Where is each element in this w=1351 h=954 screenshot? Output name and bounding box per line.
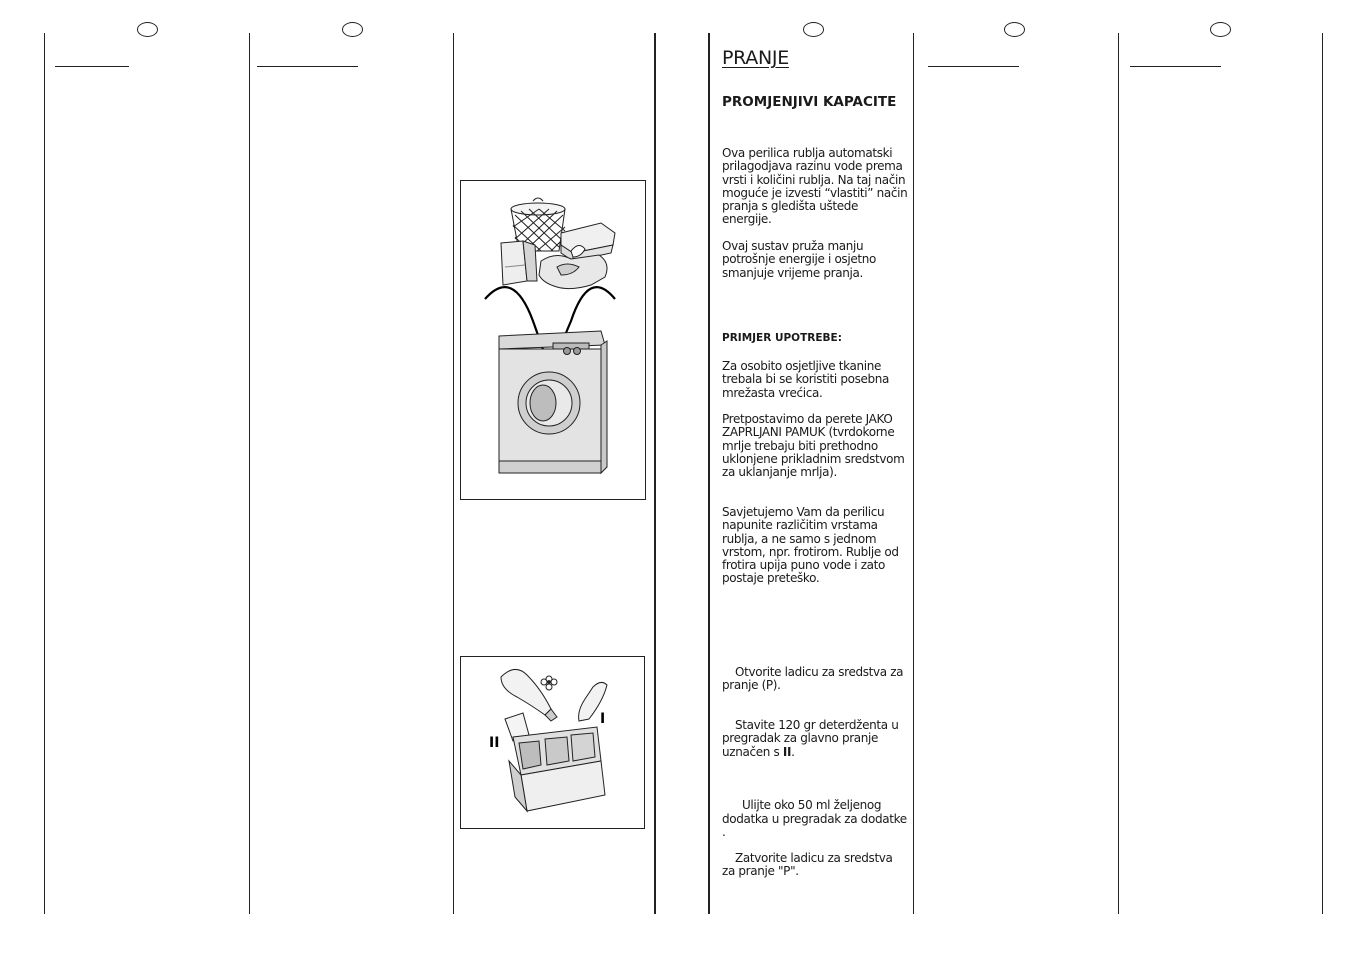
example-paragraph-2: Pretpostavimo da perete JAKO ZAPRLJANI PAMUK (tvrdokorne mrlje trebaju biti prethodno uklonjene prikladnim sredstvom za uklanjanje mrlja). [722, 412, 905, 480]
section-subtitle: PROMJENJIVI KAPACITE [722, 94, 897, 110]
page-title: PRANJE [722, 47, 789, 69]
example-heading: PRIMJER UPOTREBE: [722, 332, 842, 344]
compartment-prewash-label: I [600, 711, 606, 727]
laundry-figure [460, 180, 646, 500]
column-divider [913, 33, 914, 914]
step-text: Ulijte oko 50 ml željenog dodatka u pregradak za dodatke . [722, 798, 932, 839]
column-divider [453, 33, 454, 914]
column-divider [1118, 33, 1119, 914]
step-text-suffix: . [791, 744, 795, 759]
towels-icon [561, 223, 615, 261]
step-text: Stavite 120 gr deterdženta u pregradak za glavno pranje uznačen s [722, 718, 899, 759]
title-rule [928, 66, 1019, 67]
step-add-detergent [722, 719, 908, 759]
intro-paragraph-2: Ovaj sustav pruža manju potrošnje energije i osjetno smanjuje vrijeme pranja. [722, 239, 876, 280]
title-rule [1130, 66, 1221, 67]
drawer-figure [460, 656, 645, 829]
page-divider [654, 33, 656, 914]
column-divider [44, 33, 45, 914]
flower-softener-icon [541, 676, 557, 690]
step-open-drawer [722, 666, 908, 693]
column-divider [1322, 33, 1323, 914]
language-marker [1210, 22, 1231, 37]
drawer-icon [509, 727, 605, 811]
title-rule [257, 66, 358, 67]
column-divider [249, 33, 250, 914]
language-marker [342, 22, 363, 37]
step-text: Otvorite ladicu za sredstva za pranje (P). [722, 665, 904, 693]
detergent-box-icon [501, 241, 537, 285]
step-add-softener [722, 786, 932, 839]
intro-paragraph-1: Ova perilica rublja automatski prilagodjava razinu vode prema vrsti i količini rublja. Na taj način moguće je izvesti “vlastiti” način pranja s gledišta uštede energije. [722, 146, 908, 227]
example-paragraph-3: Savjetujemo Vam da perilicu napunite različitim vrstama rublja, a ne samo s jednom vrstom, npr. frotirom. Rublje od frotira upija puno vode i zato postaje preteško. [722, 505, 899, 586]
language-marker [1004, 22, 1025, 37]
title-rule [55, 66, 129, 67]
language-marker [137, 22, 158, 37]
laundry-illustration [461, 181, 644, 498]
detergent-drawer-illustration [461, 657, 643, 827]
step-compartment-bold: II [782, 744, 792, 759]
example-paragraph-1: Za osobito osjetljive tkanine trebala bi se koristiti posebna mrežasta vrećica. [722, 359, 890, 400]
compartment-main-label: II [489, 735, 500, 751]
page-divider [708, 33, 710, 914]
washing-machine-icon [499, 331, 607, 473]
language-marker [803, 22, 824, 37]
step-text: Zatvorite ladicu za sredstva za pranje "P". [722, 851, 893, 879]
step-close-drawer [722, 852, 908, 879]
